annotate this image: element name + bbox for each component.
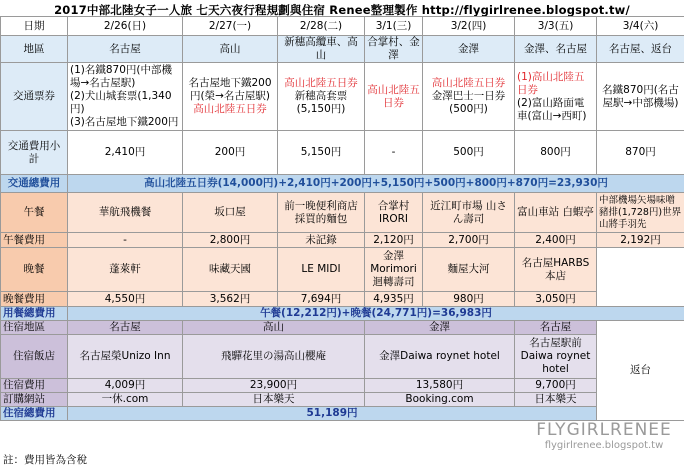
subtotal-cell: 870円: [597, 131, 684, 175]
hotel-label: 住宿飯店: [1, 335, 68, 379]
transport-total-value: 高山北陸五日券(14,000円)+2,410円+200円+5,150円+500円+800円+870円=23,930円: [68, 175, 684, 193]
date-cell: 2/26(日): [68, 17, 183, 36]
booking-cell: Booking.com: [365, 393, 515, 407]
stay-area-cell: 名古屋: [68, 321, 183, 335]
ticket-pass: 高山北陸五日券: [431, 77, 506, 89]
date-label: 日期: [1, 17, 68, 36]
booking-cell: 日本樂天: [515, 393, 597, 407]
ticket-line: (3)名古屋地下鐵200円: [70, 116, 179, 128]
dinner-cost-label: 晚餐費用: [1, 292, 68, 307]
date-cell: 3/4(六): [597, 17, 684, 36]
date-cell: 3/2(四): [423, 17, 515, 36]
lunch-cell: 前一晚便利商店採買的麵包: [278, 193, 365, 233]
date-cell: 3/3(五): [515, 17, 597, 36]
booking-label: 訂購網站: [1, 393, 68, 407]
subtotal-cell: 800円: [515, 131, 597, 175]
date-cell: 2/27(一): [183, 17, 278, 36]
lunch-cell: 華航飛機餐: [68, 193, 183, 233]
stay-total-row: [1, 407, 684, 421]
ticket-pass: 高山北陸五日券: [193, 103, 267, 115]
lunch-cost-cell: 2,120円: [365, 233, 423, 248]
lunch-cost-cell: 2,192円: [597, 233, 684, 248]
lunch-cell: 合掌村IRORI: [365, 193, 423, 233]
area-cell: 新穗高纜車、高山: [278, 36, 365, 63]
lunch-label: 午餐: [1, 193, 68, 233]
dinner-cost-cell: 4,935円: [365, 292, 423, 307]
ticket-line: 新穗高套票(5,150円): [294, 90, 348, 115]
area-row: [1, 36, 684, 63]
transport-total-label: 交通總費用: [1, 175, 68, 193]
booking-row: [1, 393, 684, 407]
stay-total-label: 住宿總費用: [1, 407, 68, 421]
return-home-cell: 返台: [597, 321, 684, 421]
subtotal-cell: -: [365, 131, 423, 175]
subtotal-cell: 200円: [183, 131, 278, 175]
ticket-line: (2)富山路面電車(富山→西町): [517, 96, 587, 122]
ticket-pass: 高山北陸五日券: [284, 77, 358, 89]
subtotal-cell: 5,150円: [278, 131, 365, 175]
hotel-cell: 金澤Daiwa roynet hotel: [365, 335, 515, 379]
date-row: [1, 17, 684, 36]
hotel-cost-cell: 13,580円: [365, 379, 515, 393]
hotel-cell: 名古屋榮Unizo Inn: [68, 335, 183, 379]
area-cell: 名古屋: [68, 36, 183, 63]
area-cell: 高山: [183, 36, 278, 63]
hotel-row: [1, 335, 684, 379]
itinerary-table: [0, 16, 684, 421]
hotel-cost-label: 住宿費用: [1, 379, 68, 393]
dinner-cell: 名古屋HARBS本店: [515, 248, 597, 292]
date-cell: 2/28(二): [278, 17, 365, 36]
subtotal-cell: 500円: [423, 131, 515, 175]
lunch-cost-cell: 2,800円: [183, 233, 278, 248]
dinner-cell: LE MIDI: [278, 248, 365, 292]
dinner-cost-cell: 4,550円: [68, 292, 183, 307]
lunch-cell: 中部機場矢場味噌豬排(1,728円)世界山將手羽先: [597, 193, 684, 233]
hotel-cell: 名古屋駅前Daiwa roynet hotel: [515, 335, 597, 379]
ticket-label: 交通票券: [1, 63, 68, 131]
area-cell: 名古屋、返台: [597, 36, 684, 63]
transport-total-row: [1, 175, 684, 193]
dinner-cost-cell: 3,050円: [515, 292, 597, 307]
ticket-pass: (1)高山北陸五日券: [517, 70, 585, 96]
ticket-cell: [68, 63, 183, 131]
page-title: 2017中部北陸女子一人旅 七天六夜行程規劃與住宿 Renee整理製作 http://flygirlrenee.blogspot.tw/: [54, 3, 630, 17]
empty-cell: [597, 292, 684, 307]
lunch-cost-label: 午餐費用: [1, 233, 68, 248]
stay-area-cell: 高山: [183, 321, 365, 335]
dinner-cost-cell: 7,694円: [278, 292, 365, 307]
watermark-brand: FLYGIRLRENEE: [536, 420, 672, 440]
dinner-cost-cell: 3,562円: [183, 292, 278, 307]
ticket-line: (1)名鐵870円(中部機場→名古屋駅): [70, 64, 173, 89]
meal-total-value: 午餐(12,212円)+晚餐(24,771円)=36,983円: [68, 307, 684, 321]
dinner-cost-cell: 980円: [423, 292, 515, 307]
ticket-cell: [365, 63, 423, 131]
dinner-cell: 金澤Morimori迴轉壽司: [365, 248, 423, 292]
ticket-line: 金澤巴士一日券(500円): [431, 90, 506, 115]
lunch-cost-row: [1, 233, 684, 248]
stay-area-row: [1, 321, 684, 335]
booking-cell: 日本樂天: [183, 393, 365, 407]
dinner-cost-row: [1, 292, 684, 307]
date-cell: 3/1(三): [365, 17, 423, 36]
lunch-cost-cell: -: [68, 233, 183, 248]
lunch-cell: 近江町市場 山さん壽司: [423, 193, 515, 233]
dinner-cell: 蓬萊軒: [68, 248, 183, 292]
hotel-cell: 飛驒花里の湯高山櫻庵: [183, 335, 365, 379]
hotel-cost-row: [1, 379, 684, 393]
ticket-cell: [278, 63, 365, 131]
watermark-url: flygirlrenee.blogspot.tw: [544, 440, 664, 451]
meal-total-label: 用餐總費用: [1, 307, 68, 321]
meal-total-row: [1, 307, 684, 321]
dinner-cell: 味藏天國: [183, 248, 278, 292]
area-cell: 金澤、名古屋: [515, 36, 597, 63]
watermark: [526, 420, 682, 451]
booking-cell: 一休.com: [68, 393, 183, 407]
hotel-cost-cell: 23,900円: [183, 379, 365, 393]
stay-area-cell: 金澤: [365, 321, 515, 335]
ticket-row: [1, 63, 684, 131]
ticket-pass: 高山北陸五日券: [367, 83, 420, 109]
dinner-row: [1, 248, 684, 292]
ticket-line: (2)犬山城套票(1,340円): [70, 90, 172, 115]
empty-cell: [597, 248, 684, 292]
lunch-row: [1, 193, 684, 233]
lunch-cost-cell: 2,400円: [515, 233, 597, 248]
lunch-cost-cell: 未記錄: [278, 233, 365, 248]
stay-area-label: 住宿地區: [1, 321, 68, 335]
stay-total-value: 51,189円: [68, 407, 597, 421]
dinner-label: 晚餐: [1, 248, 68, 292]
stay-area-cell: 名古屋: [515, 321, 597, 335]
area-cell: 合掌村、金澤: [365, 36, 423, 63]
lunch-cell: 坂口屋: [183, 193, 278, 233]
lunch-cell: 富山車站 白蝦亭: [515, 193, 597, 233]
ticket-cell: [515, 63, 597, 131]
area-cell: 金澤: [423, 36, 515, 63]
ticket-line: 名古屋地下鐵200円(榮→名古屋駅): [188, 77, 272, 102]
lunch-cost-cell: 2,700円: [423, 233, 515, 248]
hotel-cost-cell: 9,700円: [515, 379, 597, 393]
subtotal-cell: 2,410円: [68, 131, 183, 175]
area-label: 地區: [1, 36, 68, 63]
tax-note: 註：費用皆為含稅: [3, 454, 87, 466]
hotel-cost-cell: 4,009円: [68, 379, 183, 393]
transport-subtotal-row: [1, 131, 684, 175]
ticket-cell: [423, 63, 515, 131]
ticket-cell: [183, 63, 278, 131]
transport-subtotal-label: 交通費用小計: [1, 131, 68, 175]
dinner-cell: 麵屋大河: [423, 248, 515, 292]
ticket-cell: 名鐵870円(名古屋駅→中部機場): [597, 63, 684, 131]
